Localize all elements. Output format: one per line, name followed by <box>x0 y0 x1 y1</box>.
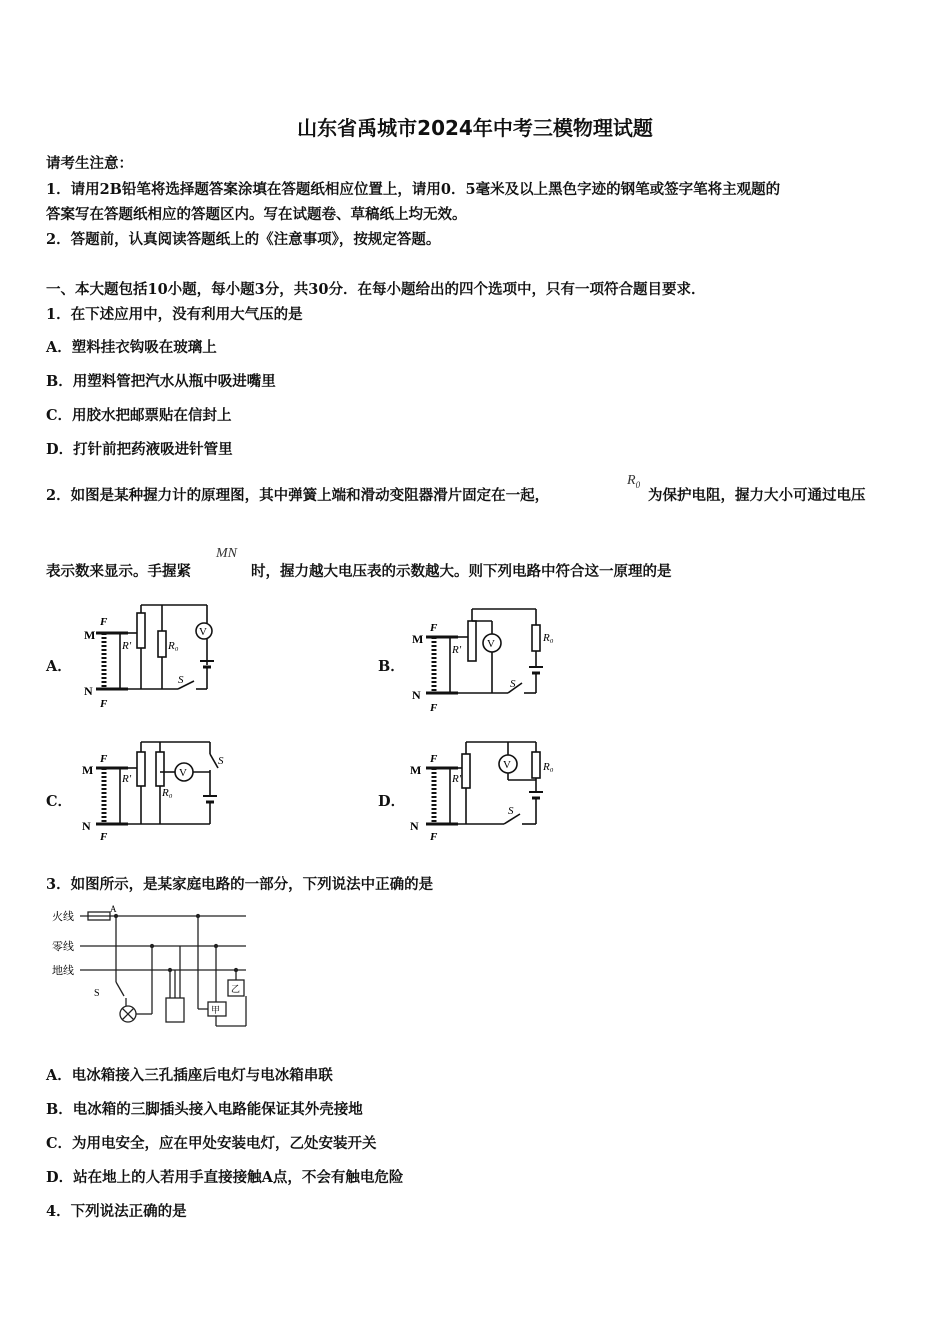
voltmeter-label: V <box>179 767 187 779</box>
label-r0: R₀ <box>162 787 173 799</box>
label-f-bottom: F <box>430 702 438 714</box>
live-wire-label: 火线 <box>52 911 74 923</box>
switch-s-label: S <box>94 988 100 999</box>
circuit-figure-d <box>408 740 568 850</box>
notice-heading: 请考生注意： <box>46 155 133 172</box>
q2-label-c: C． <box>46 793 73 810</box>
label-f-top: F <box>100 616 108 628</box>
label-r-prime: R' <box>452 644 462 656</box>
circuit-figure-c <box>82 740 232 850</box>
label-f-top: F <box>100 753 108 765</box>
label-m: M <box>84 628 96 642</box>
q3-stem: 3．如图所示，是某家庭电路的一部分，下列说法中正确的是 <box>46 876 434 893</box>
q1-option-a: A．塑料挂衣钩吸在玻璃上 <box>46 339 217 356</box>
voltmeter-label: V <box>199 626 207 638</box>
q1-option-c: C．用胶水把邮票贴在信封上 <box>46 407 232 424</box>
label-r-prime: R' <box>452 773 462 785</box>
label-n: N <box>84 684 93 698</box>
circuit-figure-b <box>412 607 562 717</box>
q3-option-b: B．电冰箱的三脚插头接入电路能保证其外壳接地 <box>46 1101 363 1118</box>
q2-stem-2a: 表示数来显示。手握紧 <box>46 563 191 580</box>
switch-label: S <box>508 805 514 817</box>
ground-wire-label: 地线 <box>52 965 74 977</box>
label-n: N <box>410 819 419 833</box>
label-f-bottom: F <box>430 831 438 843</box>
notice-line-3: 2．答题前，认真阅读答题纸上的《注意事项》，按规定答题。 <box>46 231 441 248</box>
voltmeter-label: V <box>503 759 511 771</box>
label-f-top: F <box>430 622 438 634</box>
q1-option-b: B．用塑料管把汽水从瓶中吸进嘴里 <box>46 373 276 390</box>
point-a-label: A <box>110 904 117 914</box>
household-circuit-figure <box>48 902 248 1032</box>
q2-stem-1: 2．如图是某种握力计的原理图，其中弹簧上端和滑动变阻器滑片固定在一起， <box>46 487 550 504</box>
circuit-figure-a <box>82 603 222 713</box>
label-r-prime: R' <box>122 773 132 785</box>
label-f-top: F <box>430 753 438 765</box>
jia-label: 甲 <box>211 1005 221 1015</box>
page-title: 山东省禹城市2024年中考三模物理试题 <box>297 116 653 140</box>
q1-option-d: D．打针前把药液吸进针管里 <box>46 441 233 458</box>
notice-line-2: 答案写在答题纸相应的答题区内。写在试题卷、草稿纸上均无效。 <box>46 206 467 223</box>
voltmeter-label: V <box>487 638 495 650</box>
label-f-bottom: F <box>100 698 108 710</box>
switch-label: S <box>510 678 516 690</box>
q4-stem: 4．下列说法正确的是 <box>46 1203 187 1220</box>
mn-symbol: MN <box>216 546 237 561</box>
label-r0: R₀ <box>543 761 554 773</box>
neutral-wire-label: 零线 <box>52 941 74 953</box>
q3-option-a: A．电冰箱接入三孔插座后电灯与电冰箱串联 <box>46 1067 333 1084</box>
q2-label-d: D． <box>378 793 406 810</box>
q2-label-b: B． <box>378 658 405 675</box>
q2-label-a: A． <box>46 658 72 675</box>
q2-stem-1b: 为保护电阻，握力大小可通过电压 <box>648 487 866 504</box>
yi-label: 乙 <box>231 984 241 994</box>
label-f-bottom: F <box>100 831 108 843</box>
q3-option-c: C．为用电安全，应在甲处安装电灯，乙处安装开关 <box>46 1135 377 1152</box>
label-n: N <box>82 819 91 833</box>
label-r0: R₀ <box>168 640 179 652</box>
label-n: N <box>412 688 421 702</box>
r0-symbol: $R_0$ <box>627 473 641 490</box>
label-m: M <box>412 632 424 646</box>
section-1-heading: 一、本大题包括10小题，每小题3分，共30分．在每小题给出的四个选项中，只有一项符合题目要求． <box>46 281 706 298</box>
q3-option-d: D．站在地上的人若用手直接接触A点，不会有触电危险 <box>46 1169 404 1186</box>
q1-stem: 1．在下述应用中，没有利用大气压的是 <box>46 306 303 323</box>
switch-label: S <box>218 755 224 767</box>
label-m: M <box>82 763 94 777</box>
q2-stem-2b: 时，握力越大电压表的示数越大。则下列电路中符合这一原理的是 <box>251 563 672 580</box>
notice-line-1: 1．请用2B铅笔将选择题答案涂填在答题纸相应位置上，请用0．5毫米及以上黑色字迹的钢笔或签字笔将主观题的 <box>46 181 781 198</box>
label-m: M <box>410 763 422 777</box>
label-r-prime: R' <box>122 640 132 652</box>
switch-label: S <box>178 674 184 686</box>
label-r0: R₀ <box>543 632 554 644</box>
